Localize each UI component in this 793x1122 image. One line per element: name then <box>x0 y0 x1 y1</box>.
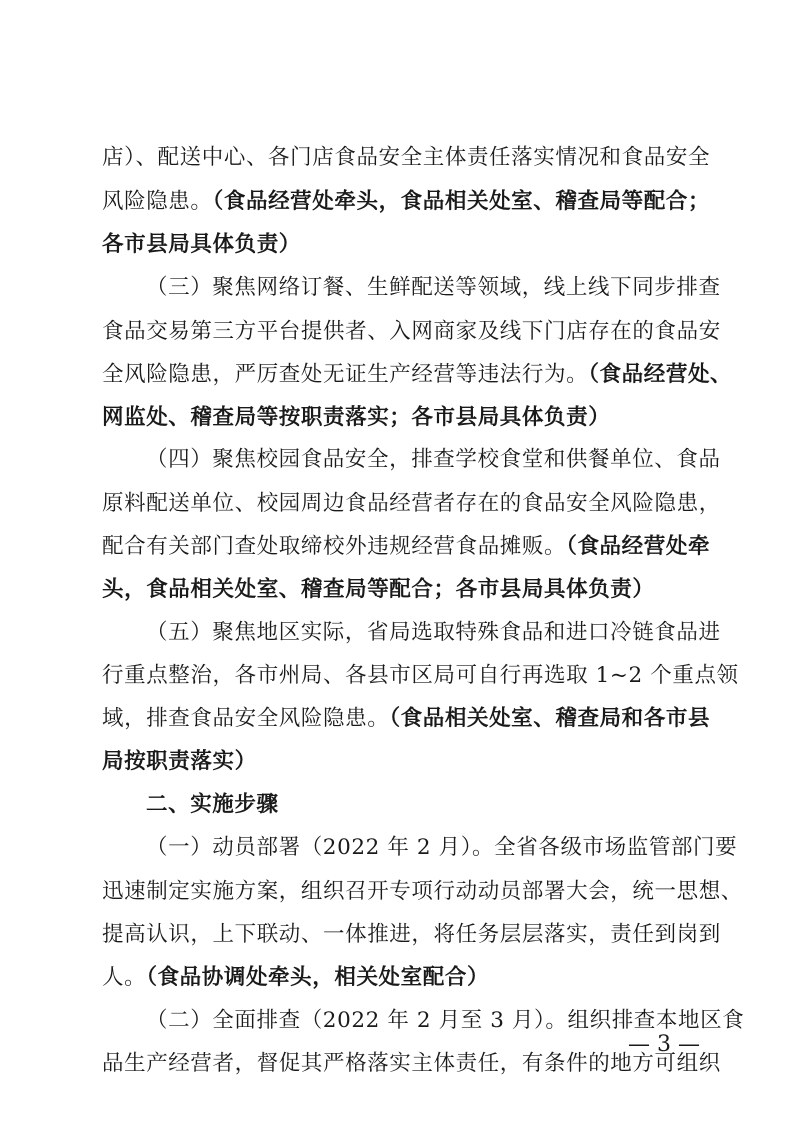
line-text: 人。 <box>102 965 147 990</box>
text-line-22 <box>102 1044 721 1084</box>
page-number: — 3 — <box>628 1032 700 1057</box>
text-line-10 <box>102 527 711 567</box>
text-line-17 <box>146 828 738 868</box>
line-text: 食品交易第三方平台提供者、入网商家及线下门店存在的食品安 <box>102 319 721 344</box>
text-line-21 <box>146 1001 745 1041</box>
line-text: 品生产经营者，督促其严格落实主体责任，有条件的地方可组织 <box>102 1051 721 1076</box>
line-text: 行重点整治，各市州局、各县市区局可自行再选取 1~2 个重点领 <box>102 663 739 688</box>
line-text: 店）、配送中心、各门店食品安全主体责任落实情况和食品安全 <box>102 145 711 170</box>
responsibility-note: 各市县局具体负责） <box>102 232 301 257</box>
text-line-14 <box>102 699 711 739</box>
responsibility-note: 局按职责落实） <box>102 749 257 774</box>
text-line-6 <box>102 355 733 395</box>
line-text: 迅速制定实施方案，组织召开专项行动动员部署大会，统一思想、 <box>102 879 743 904</box>
text-line-3 <box>102 225 698 265</box>
text-line-19 <box>102 915 721 955</box>
line-text: 全风险隐患，严厉查处无证生产经营等违法行为。 <box>102 362 589 387</box>
text-line-8 <box>146 440 721 480</box>
line-text: （五）聚焦地区实际，省局选取特殊食品和进口冷链食品进 <box>146 620 721 645</box>
responsibility-note: （食品协调处牵头，相关处室配合） <box>146 965 490 990</box>
responsibility-note: （食品经营处牵头，食品相关处室、稽查局等配合； <box>212 189 711 214</box>
text-line-5 <box>102 312 721 352</box>
text-line-12 <box>146 613 721 653</box>
line-text: 提高认识，上下联动、一体推进，将任务层层落实，责任到岗到 <box>102 922 721 947</box>
line-text: 风险隐患。 <box>102 189 213 214</box>
responsibility-note: 头，食品相关处室、稽查局等配合；各市县局具体负责） <box>102 577 655 602</box>
line-text: 配合有关部门查处取缔校外违规经营食品摊贩。 <box>102 534 567 559</box>
text-line-15 <box>102 742 698 782</box>
text-line-9 <box>102 484 721 524</box>
line-text: 原料配送单位、校园周边食品经营者存在的食品安全风险隐患， <box>102 491 721 516</box>
text-line-13 <box>102 656 739 696</box>
line-text: （四）聚焦校园食品安全，排查学校食堂和供餐单位、食品 <box>146 447 721 472</box>
text-line-20 <box>102 958 698 998</box>
text-line-1 <box>102 138 711 178</box>
line-text: （二）全面排查（2022 年 2 月至 3 月）。组织排查本地区食 <box>146 1008 745 1033</box>
line-text: （三）聚焦网络订餐、生鲜配送等领域，线上线下同步排查 <box>146 275 721 300</box>
line-text: （一）动员部署（2022 年 2 月）。全省各级市场监管部门要 <box>146 835 738 860</box>
responsibility-note: 网监处、稽查局等按职责落实；各市县局具体负责） <box>102 405 611 430</box>
text-line-11 <box>102 570 698 610</box>
line-text: 域，排查食品安全风险隐患。 <box>102 706 390 731</box>
responsibility-note: （食品经营处、 <box>588 362 733 387</box>
text-line-4 <box>146 268 721 308</box>
text-line-18 <box>102 872 743 912</box>
text-line-2 <box>102 182 711 222</box>
responsibility-note: （食品相关处室、稽查局和各市县 <box>389 706 711 731</box>
section-heading-text: 二、实施步骤 <box>146 792 279 817</box>
text-line-7 <box>102 398 698 438</box>
section-heading <box>146 785 698 825</box>
responsibility-note: （食品经营处牵 <box>566 534 711 559</box>
